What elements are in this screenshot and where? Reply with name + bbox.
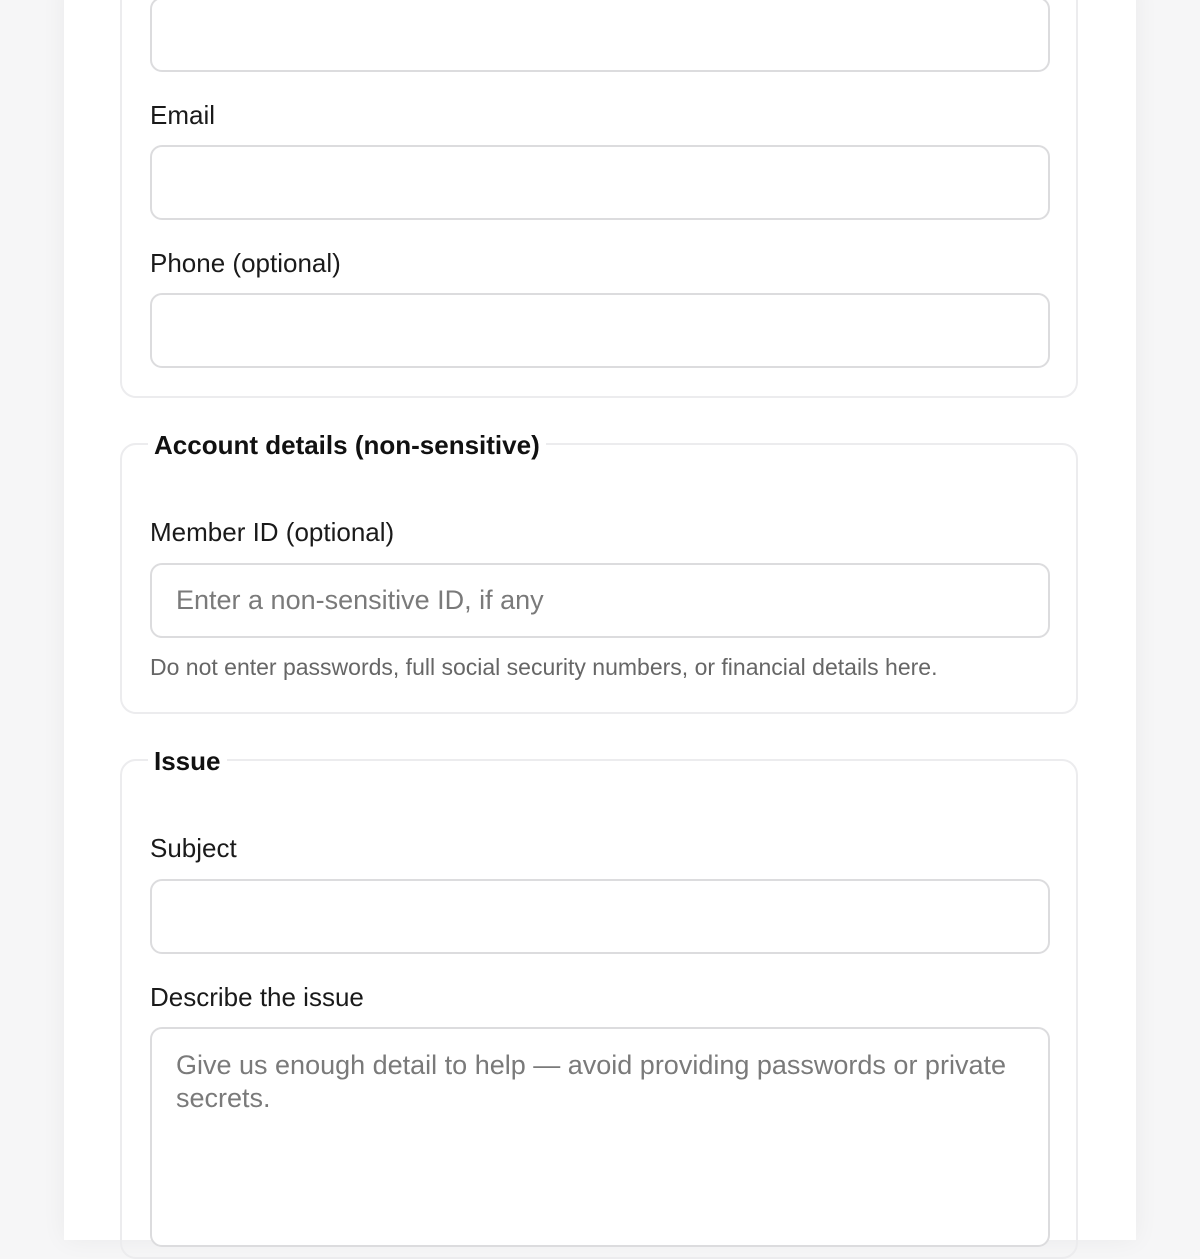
member-id-label: Member ID (optional) <box>150 517 395 547</box>
phone-label: Phone (optional) <box>150 248 341 278</box>
phone-input[interactable] <box>150 293 1050 368</box>
issue-legend: Issue <box>148 745 227 777</box>
help-text: Do not enter passwords, full social security numbers, or financial details here. <box>150 654 938 680</box>
member-id-input[interactable] <box>150 563 1050 638</box>
subject-input[interactable] <box>150 879 1050 954</box>
email-label: Email <box>150 100 216 130</box>
account-legend: Account details (non-sensitive) <box>148 429 546 461</box>
name-input[interactable] <box>150 0 1050 72</box>
subject-label: Subject <box>150 833 237 863</box>
describe-textarea[interactable] <box>150 1027 1050 1247</box>
email-input[interactable] <box>150 145 1050 220</box>
describe-label: Describe the issue <box>150 982 364 1012</box>
